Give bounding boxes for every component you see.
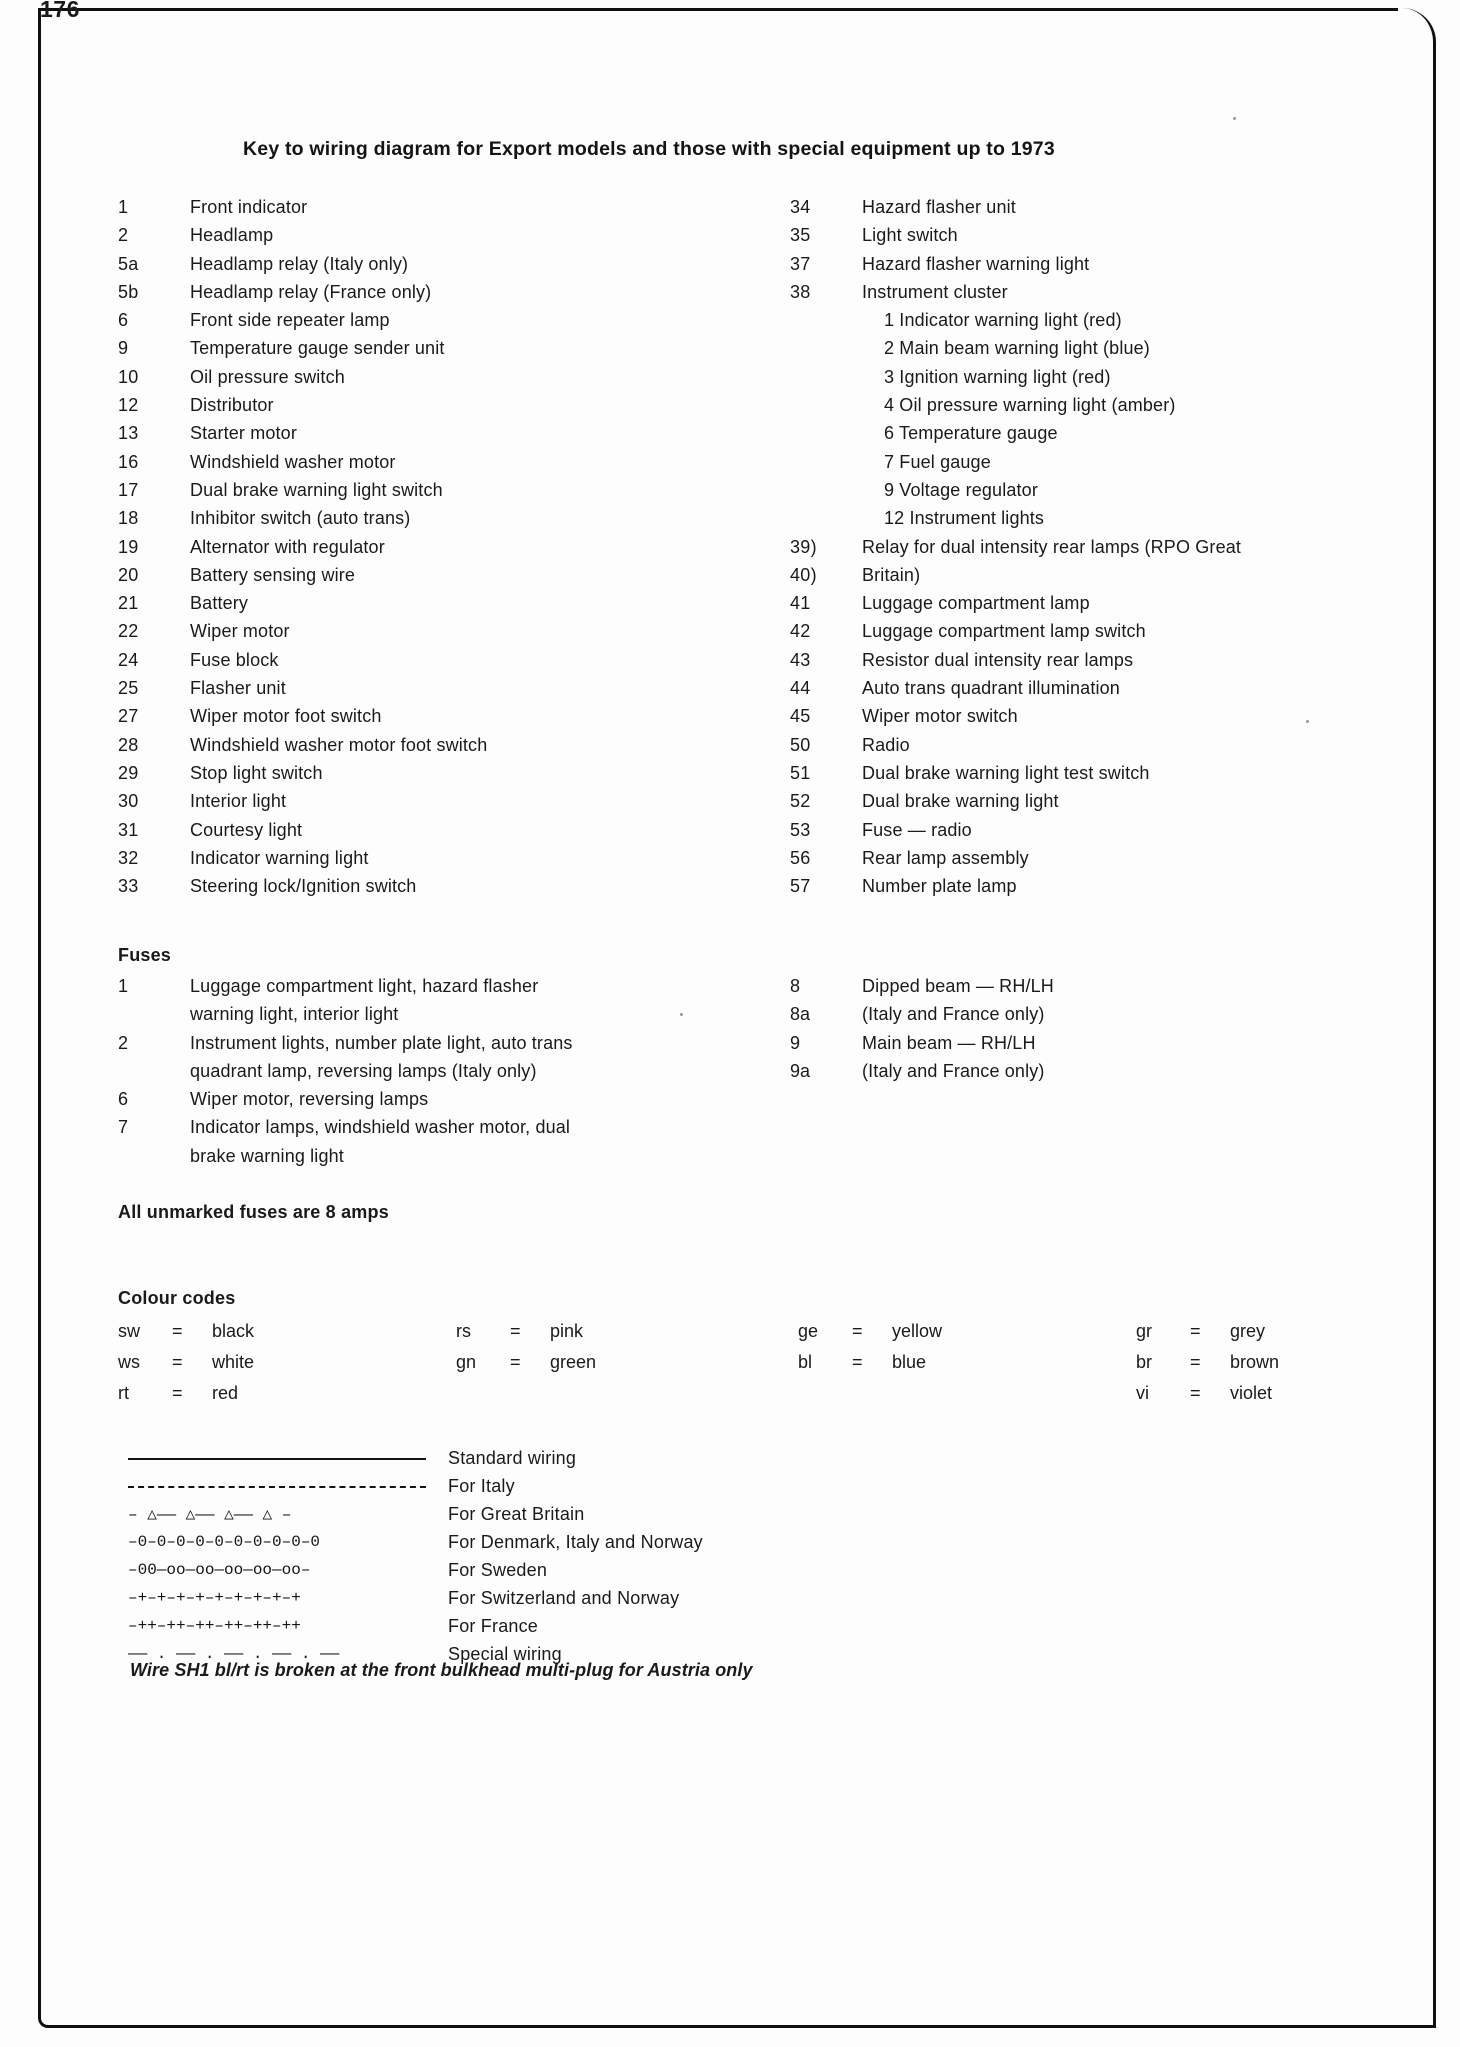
legend-row bbox=[128, 1500, 1028, 1528]
colour-code-abbr: ws bbox=[118, 1352, 140, 1372]
key-list-item bbox=[790, 646, 1410, 674]
key-list-item bbox=[118, 504, 738, 532]
key-list-item bbox=[118, 306, 738, 334]
key-list-item bbox=[790, 448, 1410, 476]
key-item-number bbox=[790, 306, 862, 334]
key-list-item bbox=[790, 617, 1410, 645]
fuse-number: 8a bbox=[790, 1004, 811, 1025]
fuse-list-item bbox=[790, 1057, 1390, 1085]
patterned-line-icon: – △—— △—— △—— △ – bbox=[128, 1506, 292, 1524]
key-item-label: Temperature gauge sender unit bbox=[190, 338, 445, 359]
fuses-list-right bbox=[790, 972, 1390, 1085]
legend-line-sample bbox=[128, 1587, 438, 1609]
colour-codes-heading: Colour codes bbox=[118, 1288, 236, 1308]
colour-code-abbr: rt bbox=[118, 1383, 129, 1403]
key-item-label: 9 Voltage regulator bbox=[884, 479, 1038, 500]
key-item-label: Dual brake warning light test switch bbox=[862, 762, 1150, 783]
colour-code-name: blue bbox=[892, 1352, 927, 1372]
key-item-number: 40) bbox=[790, 564, 817, 585]
key-list-item bbox=[118, 278, 738, 306]
fuse-label bbox=[190, 1085, 758, 1113]
legend-line-sample bbox=[128, 1559, 438, 1581]
scan-speck bbox=[1233, 117, 1236, 120]
key-list-item bbox=[790, 816, 1410, 844]
key-item-label: 4 Oil pressure warning light (amber) bbox=[884, 395, 1176, 416]
key-list-item bbox=[790, 504, 1410, 532]
key-item-number bbox=[790, 448, 862, 476]
key-item-label: Luggage compartment lamp switch bbox=[862, 621, 1146, 642]
key-item-number bbox=[790, 476, 862, 504]
fuse-label-line: Dipped beam — RH/LH bbox=[862, 976, 1054, 996]
key-item-number: 22 bbox=[118, 621, 139, 642]
key-list-item bbox=[118, 221, 738, 249]
legend-label: For Great Britain bbox=[448, 1503, 585, 1524]
fuse-number: 9 bbox=[790, 1032, 801, 1053]
key-item-number: 34 bbox=[790, 197, 811, 217]
key-item-number: 32 bbox=[118, 847, 139, 868]
legend-row bbox=[128, 1612, 1028, 1640]
key-list-item bbox=[790, 250, 1410, 278]
fuse-number: 9a bbox=[790, 1060, 811, 1081]
colour-code-equals: = bbox=[510, 1352, 521, 1372]
key-item-number: 13 bbox=[118, 423, 139, 444]
key-list-item bbox=[118, 419, 738, 447]
colour-code-row bbox=[798, 1316, 942, 1347]
fuse-number: 1 bbox=[118, 976, 129, 996]
fuse-list-item bbox=[118, 1113, 758, 1170]
key-item-label: 12 Instrument lights bbox=[884, 508, 1045, 529]
key-item-number: 17 bbox=[118, 479, 139, 500]
key-item-label: Britain) bbox=[862, 564, 921, 585]
patterned-line-icon: –00—oo—oo—oo—oo—oo– bbox=[128, 1561, 311, 1579]
fuse-list-item bbox=[790, 1000, 1390, 1028]
key-list-item bbox=[790, 844, 1410, 872]
fuse-label-line: Indicator lamps, windshield washer motor, dual bbox=[190, 1117, 571, 1138]
key-item-number: 57 bbox=[790, 876, 811, 897]
fuse-label-line: (Italy and France only) bbox=[862, 1004, 1045, 1025]
key-item-number: 12 bbox=[118, 395, 139, 416]
key-list-item bbox=[790, 589, 1410, 617]
key-item-label: Wiper motor switch bbox=[862, 706, 1018, 727]
key-list-item bbox=[118, 674, 738, 702]
key-list-item bbox=[790, 476, 1410, 504]
solid-line-icon bbox=[128, 1458, 426, 1460]
key-item-number: 53 bbox=[790, 819, 811, 840]
colour-code-abbr: rs bbox=[456, 1321, 471, 1341]
key-item-label: Oil pressure switch bbox=[190, 366, 345, 387]
key-item-label: Radio bbox=[862, 734, 910, 755]
key-item-label: Battery bbox=[190, 593, 249, 614]
fuse-label-line: quadrant lamp, reversing lamps (Italy only) bbox=[190, 1060, 537, 1081]
key-list-item bbox=[790, 731, 1410, 759]
colour-code-abbr: gn bbox=[456, 1352, 477, 1372]
colour-code-group bbox=[1136, 1316, 1279, 1409]
colour-code-equals: = bbox=[852, 1321, 863, 1341]
key-item-number: 21 bbox=[118, 593, 139, 614]
key-item-number: 27 bbox=[118, 706, 139, 727]
key-item-number: 2 bbox=[118, 225, 129, 246]
patterned-line-icon: —— . —— . —— . —— . —— bbox=[128, 1645, 340, 1663]
key-item-label: Starter motor bbox=[190, 423, 297, 444]
colour-code-group bbox=[456, 1316, 596, 1378]
key-item-number: 43 bbox=[790, 649, 811, 670]
key-list-item bbox=[790, 674, 1410, 702]
fuse-number: 8 bbox=[790, 976, 801, 996]
key-item-label: Alternator with regulator bbox=[190, 536, 385, 557]
legend-row bbox=[128, 1444, 1028, 1472]
key-item-number: 44 bbox=[790, 678, 811, 699]
fuses-note: All unmarked fuses are 8 amps bbox=[118, 1202, 389, 1222]
legend-label: For France bbox=[448, 1615, 539, 1636]
key-list-item bbox=[790, 221, 1410, 249]
key-item-label: Stop light switch bbox=[190, 762, 323, 783]
key-item-number: 37 bbox=[790, 253, 811, 274]
fuse-label bbox=[862, 1057, 1390, 1085]
key-item-label: Hazard flasher warning light bbox=[862, 253, 1090, 274]
key-list-item bbox=[118, 476, 738, 504]
key-item-label: Headlamp relay (France only) bbox=[190, 281, 432, 302]
key-item-number: 42 bbox=[790, 621, 811, 642]
fuse-label bbox=[862, 1000, 1390, 1028]
key-item-label: 6 Temperature gauge bbox=[884, 423, 1058, 444]
key-item-label: Resistor dual intensity rear lamps bbox=[862, 649, 1134, 670]
key-item-label: Steering lock/Ignition switch bbox=[190, 876, 417, 897]
key-item-number: 19 bbox=[118, 536, 139, 557]
key-item-number: 1 bbox=[118, 197, 129, 217]
key-item-label: 1 Indicator warning light (red) bbox=[884, 310, 1122, 331]
fuse-number: 6 bbox=[118, 1089, 129, 1110]
fuse-label-line: warning light, interior light bbox=[190, 1004, 399, 1025]
key-item-number: 30 bbox=[118, 791, 139, 812]
fuse-list-item bbox=[790, 972, 1390, 1000]
key-list-left bbox=[118, 193, 738, 900]
colour-code-name: violet bbox=[1230, 1383, 1273, 1403]
key-list-item bbox=[118, 787, 738, 815]
colour-code-abbr: ge bbox=[798, 1321, 819, 1341]
footnote: Wire SH1 bl/rt is broken at the front bulkhead multi-plug for Austria only bbox=[130, 1660, 753, 1680]
key-list-item bbox=[790, 872, 1410, 900]
key-item-label: Dual brake warning light switch bbox=[190, 479, 443, 500]
colour-code-name: brown bbox=[1230, 1352, 1280, 1372]
key-item-label: Inhibitor switch (auto trans) bbox=[190, 508, 411, 529]
key-item-label: Instrument cluster bbox=[862, 281, 1008, 302]
key-item-number: 31 bbox=[118, 819, 139, 840]
colour-code-equals: = bbox=[510, 1321, 521, 1341]
colour-code-equals: = bbox=[852, 1352, 863, 1372]
key-list-item bbox=[118, 193, 738, 221]
fuses-list-left bbox=[118, 972, 758, 1170]
colour-code-name: red bbox=[212, 1383, 239, 1403]
colour-code-abbr: bl bbox=[798, 1352, 813, 1372]
colour-code-row bbox=[118, 1316, 254, 1347]
scan-speck bbox=[1306, 720, 1309, 723]
legend-line-sample bbox=[128, 1531, 438, 1553]
key-list-item bbox=[790, 278, 1410, 306]
key-list-item bbox=[790, 419, 1410, 447]
colour-code-row bbox=[1136, 1316, 1279, 1347]
key-item-number bbox=[790, 363, 862, 391]
colour-code-group bbox=[118, 1316, 254, 1409]
colour-code-name: yellow bbox=[892, 1321, 943, 1341]
legend-label: For Sweden bbox=[448, 1559, 548, 1580]
key-item-label: Number plate lamp bbox=[862, 876, 1017, 897]
key-item-label: 2 Main beam warning light (blue) bbox=[884, 338, 1150, 359]
colour-code-row bbox=[1136, 1347, 1279, 1378]
key-list-item bbox=[790, 306, 1410, 334]
key-list-item bbox=[790, 334, 1410, 362]
colour-code-abbr: sw bbox=[118, 1321, 140, 1341]
key-item-label: Windshield washer motor foot switch bbox=[190, 734, 488, 755]
key-item-label: Windshield washer motor bbox=[190, 451, 396, 472]
legend-line-sample bbox=[128, 1503, 438, 1525]
fuse-list-item bbox=[118, 1029, 758, 1086]
key-item-number: 16 bbox=[118, 451, 139, 472]
key-list-item bbox=[118, 533, 738, 561]
key-list-item bbox=[118, 363, 738, 391]
key-item-number: 50 bbox=[790, 734, 811, 755]
fuse-number: 2 bbox=[118, 1032, 129, 1053]
colour-code-equals: = bbox=[172, 1352, 183, 1372]
legend-label: Standard wiring bbox=[448, 1447, 577, 1468]
patterned-line-icon: –0–0–0–0–0–0–0–0–0–0 bbox=[128, 1533, 321, 1551]
fuse-list-item bbox=[118, 1085, 758, 1113]
colour-code-row bbox=[456, 1316, 596, 1347]
fuse-label bbox=[190, 1029, 758, 1086]
key-item-label: Front side repeater lamp bbox=[190, 310, 390, 331]
key-list-item bbox=[790, 787, 1410, 815]
key-item-number: 29 bbox=[118, 762, 139, 783]
key-list-right bbox=[790, 193, 1410, 900]
colour-code-name: white bbox=[212, 1352, 255, 1372]
legend-label: For Italy bbox=[448, 1475, 515, 1496]
colour-code-row bbox=[456, 1347, 596, 1378]
fuse-label-line: Luggage compartment light, hazard flasher bbox=[190, 976, 539, 996]
legend-line-sample bbox=[128, 1475, 438, 1497]
key-item-number: 5a bbox=[118, 253, 139, 274]
key-item-number: 35 bbox=[790, 225, 811, 246]
key-item-number: 24 bbox=[118, 649, 139, 670]
legend-label: For Switzerland and Norway bbox=[448, 1587, 680, 1608]
fuse-label bbox=[190, 972, 758, 1029]
fuse-label-line: (Italy and France only) bbox=[862, 1060, 1045, 1081]
legend-line-sample bbox=[128, 1447, 438, 1469]
key-item-number: 25 bbox=[118, 678, 139, 699]
colour-code-equals: = bbox=[1190, 1321, 1201, 1341]
key-list-item bbox=[790, 561, 1410, 589]
key-list-item bbox=[790, 533, 1410, 561]
fuse-label-line: Wiper motor, reversing lamps bbox=[190, 1089, 429, 1110]
colour-code-abbr: vi bbox=[1136, 1383, 1149, 1403]
key-item-label: Luggage compartment lamp bbox=[862, 593, 1090, 614]
legend-label: Special wiring bbox=[448, 1643, 562, 1664]
dashed-line-icon bbox=[128, 1486, 426, 1488]
line-style-legend bbox=[128, 1444, 1028, 1668]
patterned-line-icon: –+–+–+–+–+–+–+–+–+ bbox=[128, 1589, 301, 1607]
key-item-label: Rear lamp assembly bbox=[862, 847, 1029, 868]
colour-code-abbr: br bbox=[1136, 1352, 1153, 1372]
legend-row bbox=[128, 1584, 1028, 1612]
key-list-item bbox=[118, 872, 738, 900]
fuse-label-line: brake warning light bbox=[190, 1145, 344, 1166]
colour-code-row bbox=[118, 1347, 254, 1378]
colour-code-row bbox=[1136, 1378, 1279, 1409]
colour-code-equals: = bbox=[1190, 1352, 1201, 1372]
key-item-number: 52 bbox=[790, 791, 811, 812]
colour-code-row bbox=[798, 1347, 942, 1378]
colour-code-group bbox=[798, 1316, 942, 1378]
fuse-label bbox=[862, 1029, 1390, 1057]
key-list-item bbox=[118, 448, 738, 476]
key-item-label: Light switch bbox=[862, 225, 958, 246]
legend-row bbox=[128, 1528, 1028, 1556]
key-list-item bbox=[118, 561, 738, 589]
key-list-item bbox=[118, 731, 738, 759]
key-item-number: 10 bbox=[118, 366, 139, 387]
colour-code-row bbox=[118, 1378, 254, 1409]
key-item-label: Front indicator bbox=[190, 197, 308, 217]
key-item-number: 28 bbox=[118, 734, 139, 755]
key-item-number: 45 bbox=[790, 706, 811, 727]
key-item-label: Flasher unit bbox=[190, 678, 286, 699]
key-list-item bbox=[118, 702, 738, 730]
key-item-number: 39) bbox=[790, 536, 817, 557]
key-item-number bbox=[790, 391, 862, 419]
key-item-number bbox=[790, 504, 862, 532]
key-item-number: 9 bbox=[118, 338, 129, 359]
colour-code-name: green bbox=[550, 1352, 597, 1372]
colour-code-name: grey bbox=[1230, 1321, 1266, 1341]
key-list-item bbox=[118, 646, 738, 674]
legend-row bbox=[128, 1556, 1028, 1584]
legend-line-sample bbox=[128, 1615, 438, 1637]
key-item-label: Wiper motor bbox=[190, 621, 290, 642]
key-list-item bbox=[118, 816, 738, 844]
key-item-label: Interior light bbox=[190, 791, 287, 812]
key-item-number bbox=[790, 419, 862, 447]
key-item-number: 38 bbox=[790, 281, 811, 302]
legend-label: For Denmark, Italy and Norway bbox=[448, 1531, 703, 1552]
fuse-list-item bbox=[790, 1029, 1390, 1057]
key-item-label: Fuse block bbox=[190, 649, 279, 670]
key-list-item bbox=[790, 193, 1410, 221]
key-item-label: Fuse — radio bbox=[862, 819, 972, 840]
fuse-label bbox=[190, 1113, 758, 1170]
key-item-number: 56 bbox=[790, 847, 811, 868]
fuse-label bbox=[862, 972, 1390, 1000]
fuse-list-item bbox=[118, 972, 758, 1029]
key-list-item bbox=[118, 844, 738, 872]
key-item-number: 41 bbox=[790, 593, 811, 614]
key-list-item bbox=[790, 363, 1410, 391]
key-item-number: 18 bbox=[118, 508, 139, 529]
patterned-line-icon: –++–++–++–++–++–++ bbox=[128, 1617, 301, 1635]
colour-code-abbr: gr bbox=[1136, 1321, 1153, 1341]
fuses-heading: Fuses bbox=[118, 945, 172, 965]
fuse-number: 7 bbox=[118, 1117, 129, 1138]
key-list-item bbox=[790, 759, 1410, 787]
fuse-label-line: Main beam — RH/LH bbox=[862, 1032, 1036, 1053]
key-item-label: Headlamp relay (Italy only) bbox=[190, 253, 409, 274]
key-item-number: 6 bbox=[118, 310, 129, 331]
key-item-label: Distributor bbox=[190, 395, 274, 416]
key-item-label: Relay for dual intensity rear lamps (RPO Great bbox=[862, 536, 1242, 557]
key-list-item bbox=[790, 391, 1410, 419]
key-item-number: 5b bbox=[118, 281, 139, 302]
colour-code-equals: = bbox=[1190, 1383, 1201, 1403]
key-item-label: 7 Fuel gauge bbox=[884, 451, 991, 472]
key-item-label: Wiper motor foot switch bbox=[190, 706, 382, 727]
key-item-label: Headlamp bbox=[190, 225, 274, 246]
key-item-number: 51 bbox=[790, 762, 811, 783]
key-list-item bbox=[790, 702, 1410, 730]
key-list-item bbox=[118, 391, 738, 419]
key-item-number: 33 bbox=[118, 876, 139, 897]
legend-row bbox=[128, 1472, 1028, 1500]
fuse-label-line: Instrument lights, number plate light, auto trans bbox=[190, 1032, 573, 1053]
key-list-item bbox=[118, 589, 738, 617]
page-title: Key to wiring diagram for Export models and those with special equipment up to 1973 bbox=[243, 138, 1055, 160]
key-list-item bbox=[118, 250, 738, 278]
key-item-label: Indicator warning light bbox=[190, 847, 369, 868]
colour-code-name: black bbox=[212, 1321, 255, 1341]
colour-code-name: pink bbox=[550, 1321, 584, 1341]
key-item-label: Dual brake warning light bbox=[862, 791, 1059, 812]
colour-code-equals: = bbox=[172, 1321, 183, 1341]
key-item-label: Auto trans quadrant illumination bbox=[862, 678, 1120, 699]
page-number: 176 bbox=[40, 0, 80, 22]
scan-speck bbox=[680, 1013, 683, 1016]
key-item-label: 3 Ignition warning light (red) bbox=[884, 366, 1111, 387]
key-item-label: Battery sensing wire bbox=[190, 564, 356, 585]
key-list-item bbox=[118, 759, 738, 787]
key-item-label: Hazard flasher unit bbox=[862, 197, 1016, 217]
colour-code-equals: = bbox=[172, 1383, 183, 1403]
key-item-label: Courtesy light bbox=[190, 819, 303, 840]
key-list-item bbox=[118, 617, 738, 645]
key-item-number: 20 bbox=[118, 564, 139, 585]
key-list-item bbox=[118, 334, 738, 362]
key-item-number bbox=[790, 334, 862, 362]
